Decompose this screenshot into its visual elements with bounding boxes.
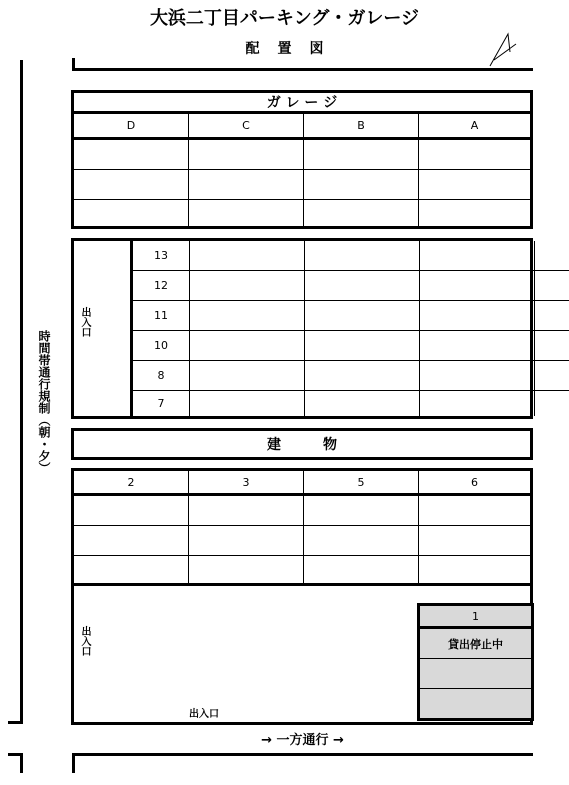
middle-space bbox=[190, 391, 305, 416]
lower-space bbox=[74, 526, 189, 556]
lower-space bbox=[74, 496, 189, 526]
subtitle-char-1: 配 bbox=[245, 41, 260, 57]
left-street-line-lower-end bbox=[8, 753, 23, 756]
middle-space bbox=[305, 301, 420, 331]
garage-space bbox=[189, 170, 304, 200]
middle-space bbox=[305, 361, 420, 391]
one-way-label: → 一方通行 → bbox=[261, 733, 344, 748]
lower-space bbox=[304, 496, 419, 526]
middle-space bbox=[190, 301, 305, 331]
middle-space bbox=[305, 241, 420, 271]
left-street-line-lower bbox=[20, 753, 23, 773]
middle-row-number: 7 bbox=[133, 391, 190, 416]
space-1-block bbox=[417, 603, 534, 721]
garage-label: ガ レ ー ジ bbox=[74, 93, 530, 114]
middle-space bbox=[190, 241, 305, 271]
lower-parking-block bbox=[71, 468, 533, 725]
north-arrow-icon bbox=[484, 30, 524, 70]
garage-col-b: B bbox=[304, 114, 419, 140]
lower-col-6: 6 bbox=[419, 471, 530, 496]
subtitle-char-3: 図 bbox=[309, 41, 324, 57]
lower-space bbox=[189, 496, 304, 526]
garage-space bbox=[74, 170, 189, 200]
middle-parking-block bbox=[71, 238, 533, 419]
garage-block bbox=[71, 90, 533, 229]
middle-row-number: 13 bbox=[133, 241, 190, 271]
middle-space bbox=[190, 271, 305, 301]
middle-space bbox=[535, 331, 569, 361]
lower-col-2: 2 bbox=[74, 471, 189, 496]
lower-col-5: 5 bbox=[304, 471, 419, 496]
garage-space bbox=[74, 140, 189, 170]
subtitle-char-2: 置 bbox=[277, 41, 292, 57]
lower-col-3: 3 bbox=[189, 471, 304, 496]
garage-space bbox=[304, 200, 419, 226]
building-block: 建 物 bbox=[71, 428, 533, 460]
bottom-street-line bbox=[72, 753, 533, 756]
middle-space bbox=[535, 241, 569, 271]
bottom-entrance-left-label: 出入口 bbox=[79, 626, 90, 656]
bottom-street-tick bbox=[72, 753, 75, 773]
lower-space bbox=[74, 556, 189, 586]
middle-row-number: 12 bbox=[133, 271, 190, 301]
left-street-line-end bbox=[8, 721, 23, 724]
lower-space bbox=[304, 526, 419, 556]
traffic-restriction-label: 時間帯通行規制（朝・夕） bbox=[37, 330, 51, 474]
garage-col-a: A bbox=[419, 114, 530, 140]
lower-space bbox=[189, 526, 304, 556]
middle-space bbox=[535, 391, 569, 416]
middle-row-number: 8 bbox=[133, 361, 190, 391]
middle-space bbox=[420, 391, 535, 416]
garage-space bbox=[304, 140, 419, 170]
middle-space bbox=[190, 361, 305, 391]
middle-space bbox=[305, 271, 420, 301]
space-1-row bbox=[420, 659, 531, 689]
middle-space bbox=[535, 301, 569, 331]
middle-space bbox=[420, 271, 535, 301]
middle-space bbox=[420, 361, 535, 391]
garage-space bbox=[189, 200, 304, 226]
lower-space bbox=[419, 556, 530, 586]
middle-space bbox=[535, 361, 569, 391]
middle-row-number: 11 bbox=[133, 301, 190, 331]
middle-space bbox=[420, 241, 535, 271]
garage-space bbox=[419, 200, 530, 226]
left-street-line bbox=[20, 60, 23, 724]
garage-space bbox=[74, 200, 189, 226]
middle-space bbox=[305, 331, 420, 361]
page-title: 大浜二丁目パーキング・ガレージ bbox=[149, 8, 420, 29]
garage-space bbox=[419, 140, 530, 170]
garage-space bbox=[419, 170, 530, 200]
lower-space bbox=[189, 556, 304, 586]
bottom-entrance-label: 出入口 bbox=[189, 709, 219, 720]
middle-space bbox=[190, 331, 305, 361]
garage-col-c: C bbox=[189, 114, 304, 140]
middle-entrance-label: 出入口 bbox=[79, 307, 90, 337]
lower-space bbox=[419, 526, 530, 556]
garage-col-d: D bbox=[74, 114, 189, 140]
space-1-status: 貸出停止中 bbox=[420, 629, 531, 659]
garage-space bbox=[304, 170, 419, 200]
lower-space bbox=[419, 496, 530, 526]
space-1-number: 1 bbox=[420, 606, 531, 629]
top-boundary bbox=[72, 68, 533, 71]
garage-space bbox=[189, 140, 304, 170]
middle-space bbox=[535, 271, 569, 301]
middle-space bbox=[420, 331, 535, 361]
middle-space bbox=[305, 391, 420, 416]
middle-row-number: 10 bbox=[133, 331, 190, 361]
middle-space bbox=[420, 301, 535, 331]
lower-space bbox=[304, 556, 419, 586]
top-boundary-tick bbox=[72, 58, 75, 71]
space-1-row bbox=[420, 689, 531, 718]
middle-rows bbox=[133, 241, 530, 416]
